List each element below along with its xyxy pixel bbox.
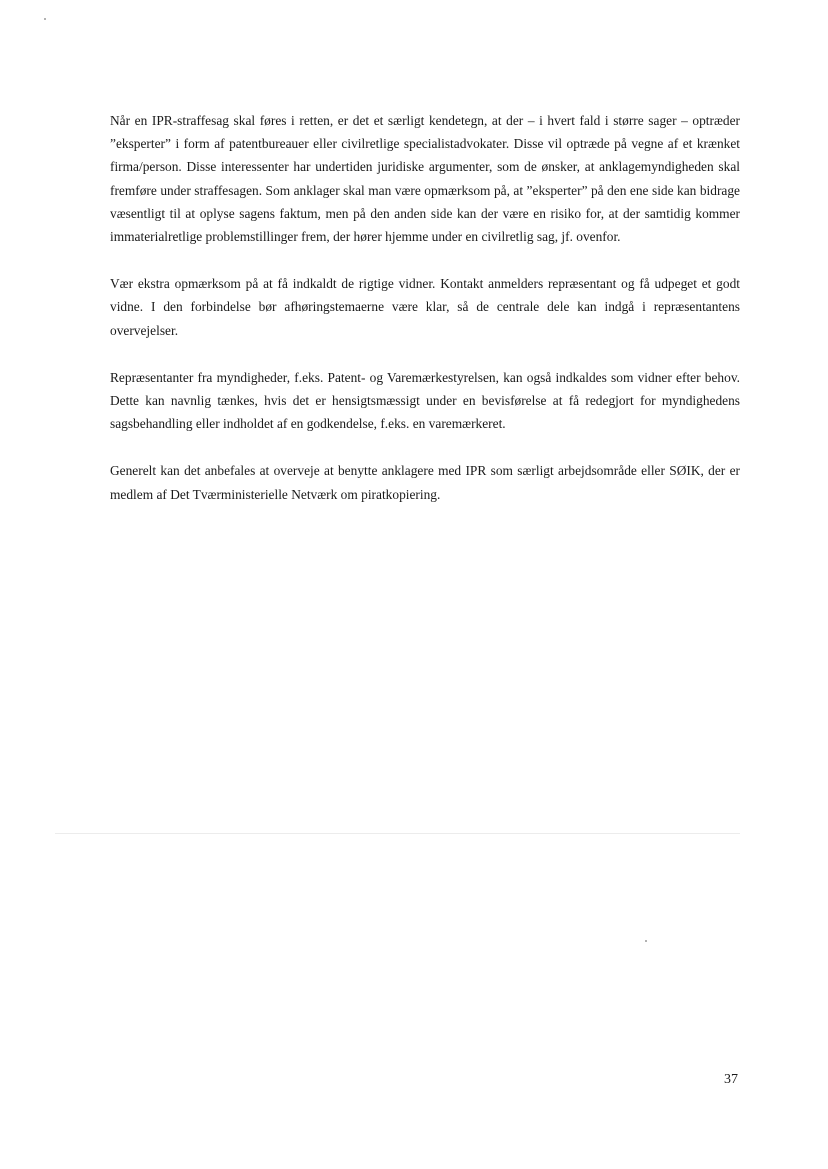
paragraph-authority-representatives: Repræsentanter fra myndigheder, f.eks. Patent- og Varemærkestyrelsen, kan også indkaldes som vidner efter behov. Dette kan navnlig tænkes, hvis det er hensigtsmæssigt under en bevisførelse at få redegjort for myndighedens sagsbehandling eller indholdet af en godkendelse, f.eks. en varemærkeret. — [110, 369, 740, 432]
scan-artifact-line — [55, 833, 740, 834]
page-number: 37 — [724, 1072, 738, 1087]
paragraph-experts: Når en IPR-straffesag skal føres i retten, er det et særligt kendetegn, at der – i hvert fald i større sager – optræder ”eksperter” i form af patentbureauer eller civilretlige specialistadvokater. Disse vil optræde på vegne af et krænket firma/person. Disse interessenter har undertiden juridiske argumenter, som de ønsker, at anklagemyndigheden skal fremføre under straffesagen. Som anklager skal man være opmærksom på, at ”eksperter” på den ene side kan bidrage væsentligt til at oplyse sagens faktum, men på den anden side kan der være en risiko for, at der samtidig kommer immaterialretlige problemstillinger frem, der hører hjemme under en civilretlig sag, jf. ovenfor. — [110, 113, 740, 245]
scan-speck — [645, 940, 647, 942]
paragraph-recommendation: Generelt kan det anbefales at overveje at benytte anklagere med IPR som særligt arbejdsområde eller SØIK, der er medlem af Det Tværministerielle Netværk om piratkopiering. — [110, 463, 740, 502]
scan-speck — [44, 18, 46, 20]
body-text — [110, 109, 740, 530]
paragraph-witnesses: Vær ekstra opmærksom på at få indkaldt de rigtige vidner. Kontakt anmelders repræsentant og få udpeget et godt vidne. I den forbindelse bør afhøringstemaerne være klar, så de centrale dele kan indgå i repræsentantens overvejelser. — [110, 276, 740, 338]
